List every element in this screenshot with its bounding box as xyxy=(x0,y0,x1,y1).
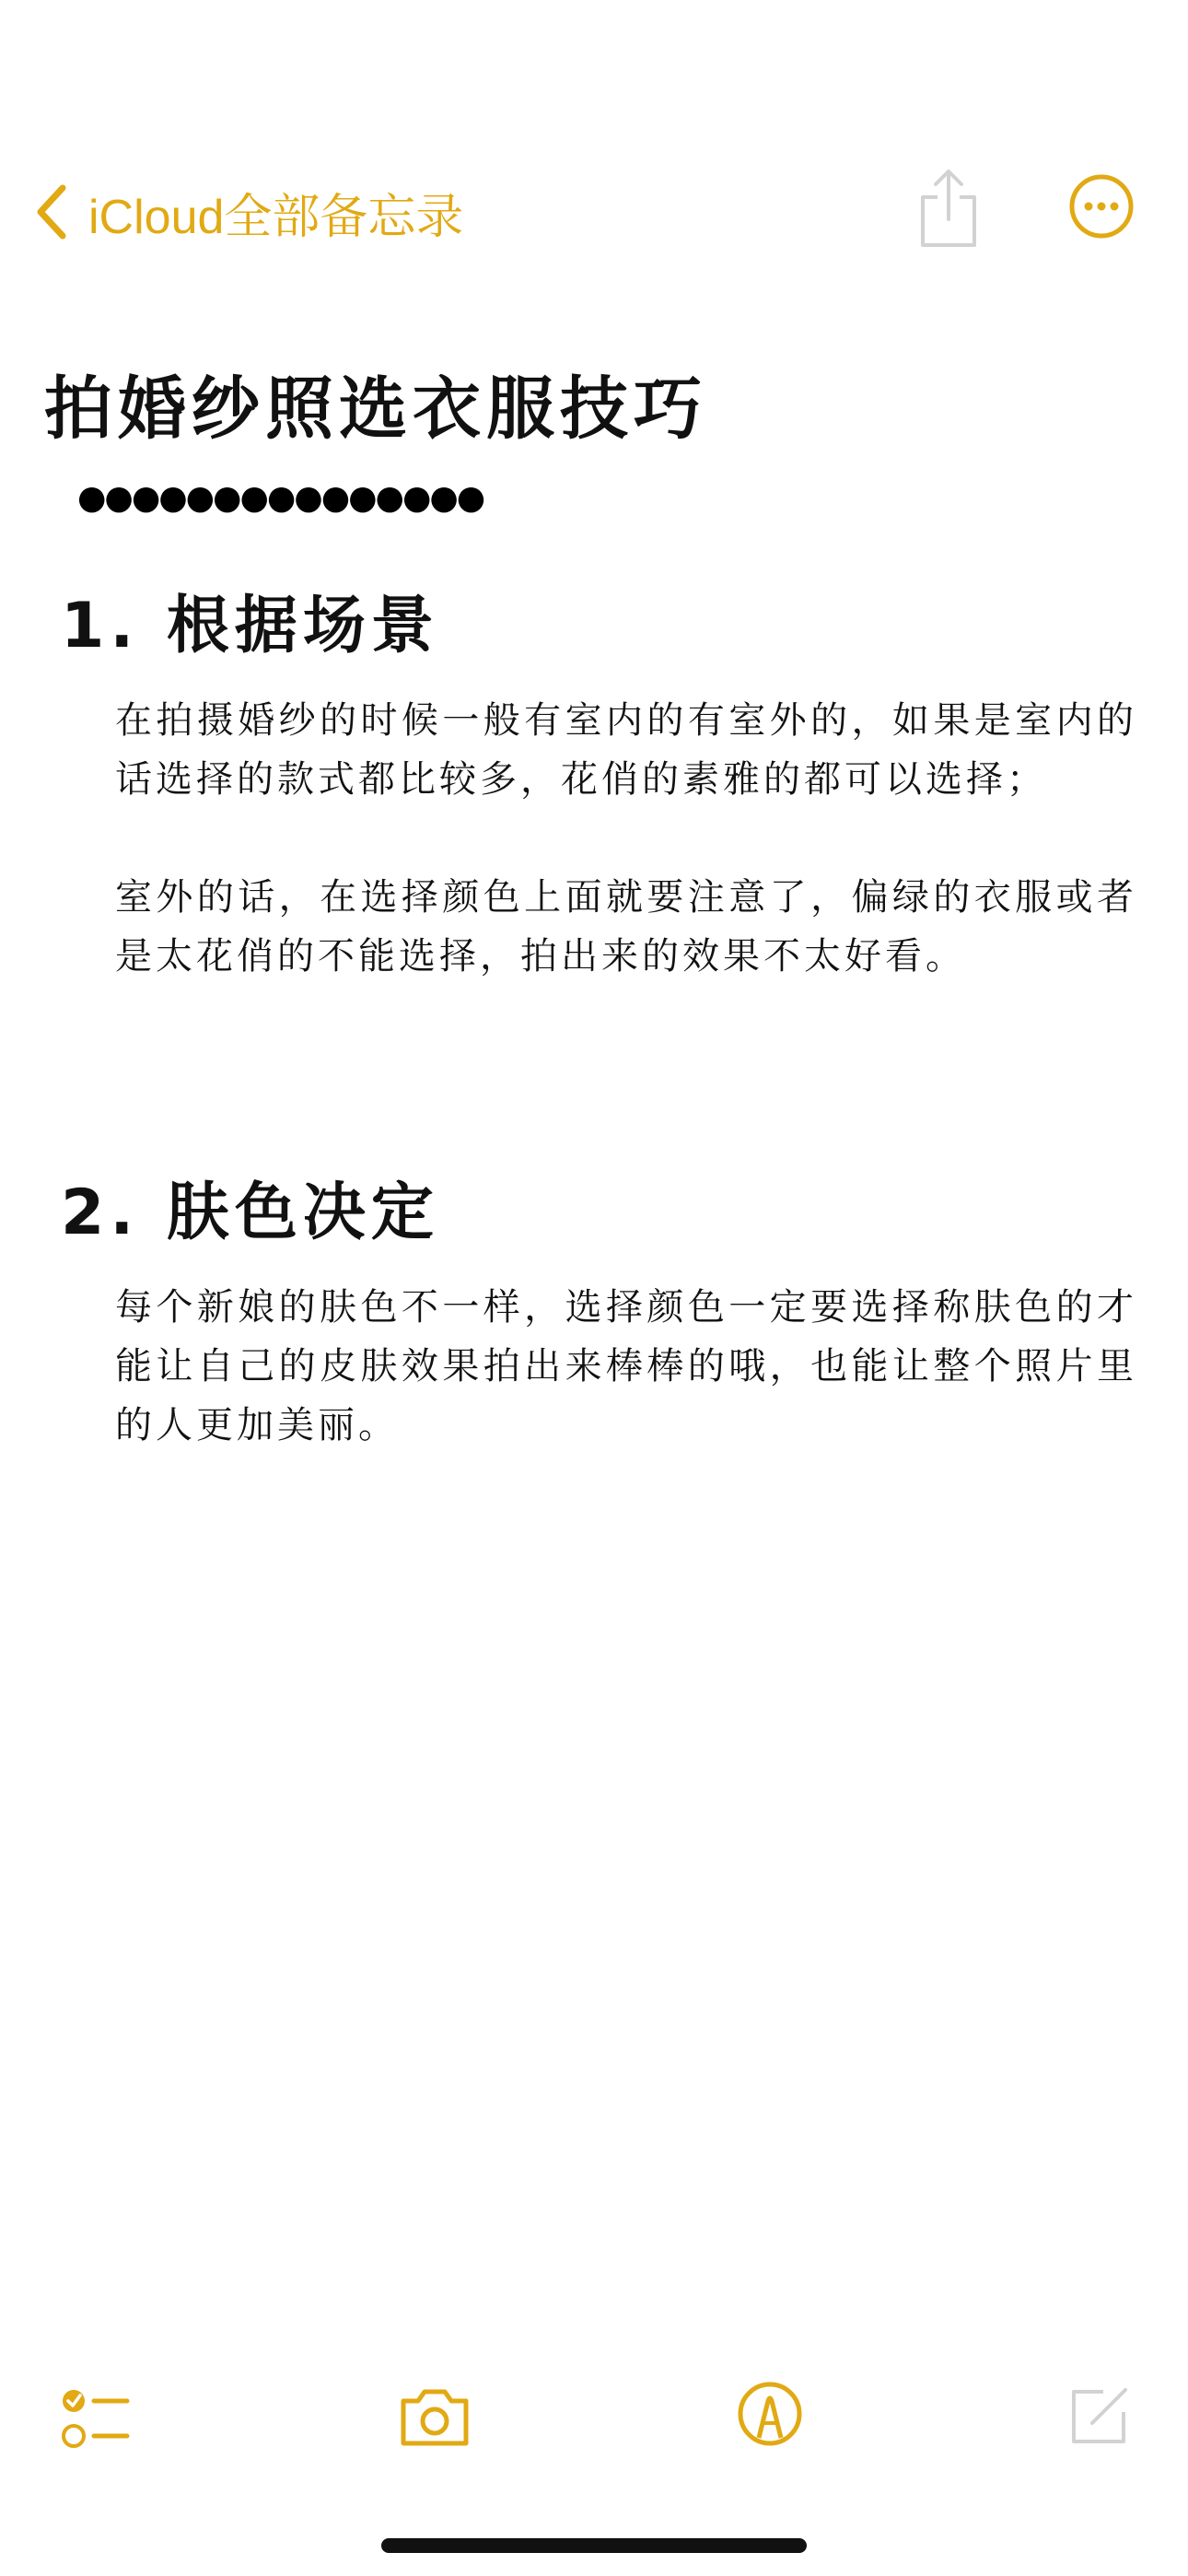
camera-icon xyxy=(398,2384,472,2451)
section-1-paragraph-2[interactable]: 室外的话，在选择颜色上面就要注意了，偏绿的衣服或者是太花俏的不能选择，拍出来的效果不太好看。 xyxy=(115,876,1137,978)
markup-button[interactable] xyxy=(737,2381,803,2451)
ellipsis-circle-icon xyxy=(1068,173,1135,240)
more-options-button[interactable] xyxy=(1068,173,1135,240)
section-heading-2[interactable]: 2. 肤色决定 xyxy=(61,1177,439,1249)
home-indicator xyxy=(381,2538,807,2553)
compose-button[interactable] xyxy=(1066,2383,1133,2453)
chevron-left-icon xyxy=(33,182,70,241)
back-button-label: iCloud全部备忘录 xyxy=(88,190,464,244)
camera-button[interactable] xyxy=(398,2384,472,2454)
note-title[interactable]: 拍婚纱照选衣服技巧 xyxy=(44,369,707,449)
back-button[interactable] xyxy=(33,177,463,247)
section-1-paragraph-1[interactable]: 在拍摄婚纱的时候一般有室内的有室外的，如果是室内的话选择的款式都比较多，花俏的素雅的都可以选择； xyxy=(115,699,1137,801)
checklist-button[interactable] xyxy=(59,2383,133,2460)
share-icon xyxy=(914,164,984,252)
compose-icon xyxy=(1066,2383,1133,2449)
markup-pen-icon xyxy=(737,2381,803,2447)
checklist-icon xyxy=(59,2383,133,2456)
bottom-toolbar xyxy=(0,2377,1188,2478)
section-heading-1[interactable]: 1. 根据场景 xyxy=(61,590,439,662)
navigation-bar xyxy=(0,157,1188,267)
share-button[interactable] xyxy=(914,164,984,252)
dot-separator: ●●●●●●●●●●●●●●● xyxy=(77,479,484,517)
section-2-paragraph-1[interactable]: 每个新娘的肤色不一样，选择颜色一定要选择称肤色的才能让自己的皮肤效果拍出来棒棒的哦，也能让整个照片里的人更加美丽。 xyxy=(115,1286,1137,1446)
